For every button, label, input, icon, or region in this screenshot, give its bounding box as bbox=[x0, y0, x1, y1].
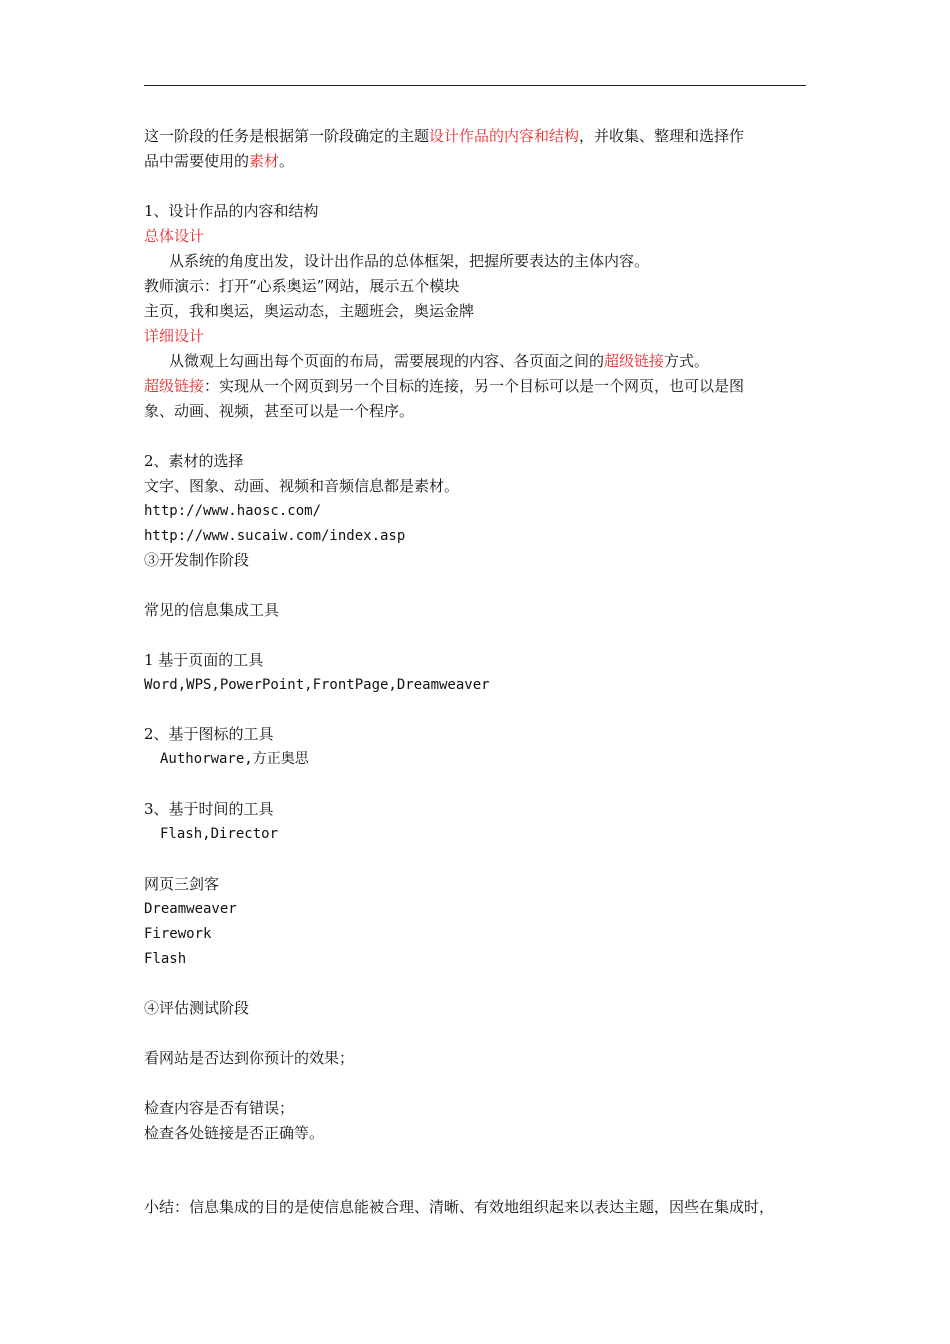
material-url-1: http://www.haosc.com/ bbox=[144, 503, 322, 519]
intro-text: 这一阶段的任务是根据第一阶段确定的主题 bbox=[144, 127, 430, 145]
intro-highlight-material: 素材 bbox=[249, 152, 280, 170]
page-tools-heading: 1 基于页面的工具 bbox=[144, 651, 264, 669]
detail-text: 从微观上勾画出每个页面的布局，需要展现的内容、各页面之间的 bbox=[169, 352, 605, 370]
hyperlink-term: 超级链接 bbox=[604, 352, 665, 370]
material-url-2: http://www.sucaiw.com/index.asp bbox=[144, 528, 406, 544]
section2-heading: 2、素材的选择 bbox=[144, 452, 244, 470]
detail-text: 方式。 bbox=[664, 352, 710, 370]
intro-line-1 bbox=[144, 126, 744, 146]
web-trio-item: Dreamweaver bbox=[144, 901, 237, 917]
icon-tools-list: Authorware,方正奥思 bbox=[160, 751, 309, 767]
time-tools-list: Flash,Director bbox=[160, 826, 279, 842]
hyperlink-definition bbox=[144, 376, 744, 396]
intro-text: 品中需要使用的 bbox=[144, 152, 250, 170]
check-links: 检查各处链接是否正确等。 bbox=[144, 1124, 325, 1142]
teacher-demo: 教师演示：打开“心系奥运”网站，展示五个模块 bbox=[144, 277, 460, 295]
detail-design-desc bbox=[169, 351, 709, 371]
section1-heading: 1、设计作品的内容和结构 bbox=[144, 202, 319, 220]
web-trio-item: Flash bbox=[144, 951, 187, 967]
web-trio-title: 网页三剑客 bbox=[144, 875, 220, 893]
web-trio-item: Firework bbox=[144, 926, 212, 942]
summary-text: 小结：信息集成的目的是使信息能被合理、清晰、有效地组织起来以表达主题，因些在集成时， bbox=[144, 1198, 775, 1216]
icon-tools-heading: 2、基于图标的工具 bbox=[144, 725, 274, 743]
module-list: 主页，我和奥运，奥运动态，主题班会，奥运金牌 bbox=[144, 302, 475, 320]
intro-highlight-design: 设计作品的内容和结构 bbox=[429, 127, 580, 145]
check-effect: 看网站是否达到你预计的效果； bbox=[144, 1049, 355, 1067]
time-tools-heading: 3、基于时间的工具 bbox=[144, 800, 274, 818]
material-desc: 文字、图象、动画、视频和音频信息都是素材。 bbox=[144, 477, 460, 495]
page-tools-list: Word,WPS,PowerPoint,FrontPage,Dreamweaver bbox=[144, 677, 490, 693]
detail-design-label: 详细设计 bbox=[144, 327, 205, 345]
hyperlink-definition-cont: 象、动画、视频，甚至可以是一个程序。 bbox=[144, 402, 415, 420]
intro-text: 。 bbox=[279, 152, 295, 170]
intro-line-2 bbox=[144, 151, 294, 171]
hyperlink-def-text: ：实现从一个网页到另一个目标的连接，另一个目标可以是一个网页，也可以是图 bbox=[204, 377, 745, 395]
stage4-heading: ④评估测试阶段 bbox=[144, 999, 250, 1017]
intro-text: ，并收集、整理和选择作 bbox=[579, 127, 745, 145]
check-content: 检查内容是否有错误； bbox=[144, 1099, 295, 1117]
overall-design-desc: 从系统的角度出发，设计出作品的总体框架，把握所要表达的主体内容。 bbox=[169, 252, 650, 270]
tools-title: 常见的信息集成工具 bbox=[144, 601, 280, 619]
hyperlink-term: 超级链接 bbox=[144, 377, 205, 395]
header-rule bbox=[144, 85, 806, 86]
stage3-heading: ③开发制作阶段 bbox=[144, 551, 250, 569]
overall-design-label: 总体设计 bbox=[144, 227, 205, 245]
